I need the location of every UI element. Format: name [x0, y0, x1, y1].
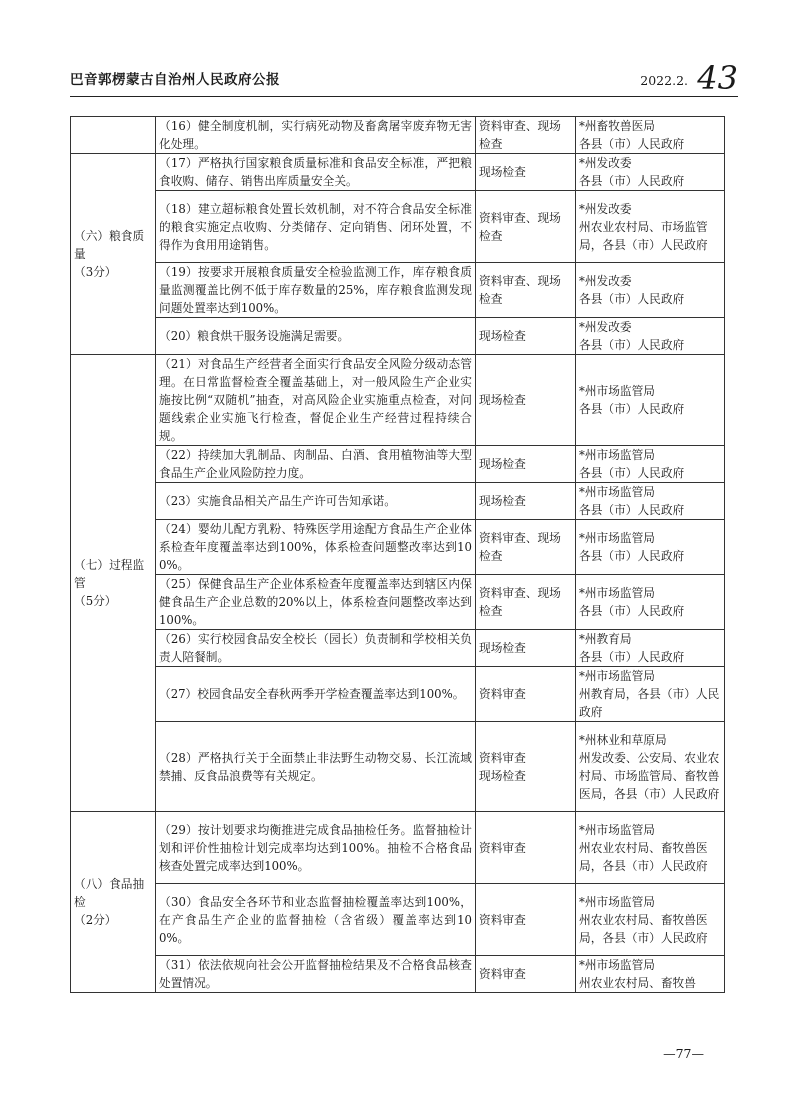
table-row — [71, 154, 725, 191]
method-cell: 资料审查、现场检查 — [476, 191, 576, 263]
dept-cell: *州市场监管局 州农业农村局、畜牧兽医局，各县（市）人民政府 — [576, 884, 725, 956]
method-cell: 现场检查 — [476, 446, 576, 483]
item-cell: （20）粮食烘干服务设施满足需要。 — [156, 318, 476, 355]
dept-cell: *州市场监管局 各县（市）人民政府 — [576, 355, 725, 446]
issue-page-number: 43 — [697, 59, 738, 97]
table-row — [71, 575, 725, 630]
dept-cell: *州教育局 各县（市）人民政府 — [576, 630, 725, 667]
table-row — [71, 117, 725, 154]
dept-cell: *州发改委 州农业农村局、市场监管局，各县（市）人民政府 — [576, 191, 725, 263]
method-cell: 资料审查 — [476, 956, 576, 993]
item-cell: （16）健全制度机制，实行病死动物及畜禽屠宰废弃物无害化处理。 — [156, 117, 476, 154]
dept-cell: *州林业和草原局 州发改委、公安局、农业农村局、市场监管局、畜牧兽医局，各县（市）人民政府 — [576, 722, 725, 812]
dept-cell: *州市场监管局 州农业农村局、畜牧兽 — [576, 956, 725, 993]
table-row — [71, 956, 725, 993]
table-row — [71, 355, 725, 446]
item-cell: （27）校园食品安全春秋两季开学检查覆盖率达到100%。 — [156, 667, 476, 722]
method-cell: 资料审查、现场检查 — [476, 263, 576, 318]
table-row — [71, 722, 725, 812]
item-cell: （22）持续加大乳制品、肉制品、白酒、食用植物油等大型食品生产企业风险防控力度。 — [156, 446, 476, 483]
method-cell: 资料审查、现场检查 — [476, 520, 576, 575]
method-cell: 资料审查、现场检查 — [476, 117, 576, 154]
table-row — [71, 318, 725, 355]
table-row — [71, 520, 725, 575]
item-cell: （23）实施食品相关产品生产许可告知承诺。 — [156, 483, 476, 520]
item-cell: （28）严格执行关于全面禁止非法野生动物交易、长江流域禁捕、反食品浪费等有关规定。 — [156, 722, 476, 812]
method-cell: 资料审查、现场检查 — [476, 575, 576, 630]
dept-cell: *州畜牧兽医局 各县（市）人民政府 — [576, 117, 725, 154]
dept-cell: *州市场监管局 各县（市）人民政府 — [576, 446, 725, 483]
dept-cell: *州市场监管局 州教育局，各县（市）人民政府 — [576, 667, 725, 722]
method-cell: 资料审查 — [476, 667, 576, 722]
category-cell: （七）过程监管 （5分） — [71, 355, 156, 812]
item-cell: （29）按计划要求均衡推进完成食品抽检任务。监督抽检计划和评价性抽检计划完成率均达到100%。抽检不合格食品核查处置完成率达到100%。 — [156, 812, 476, 884]
item-cell: （19）按要求开展粮食质量安全检验监测工作，库存粮食质量监测覆盖比例不低于库存数量的25%，库存粮食监测发现问题处置率达到100%。 — [156, 263, 476, 318]
item-cell: （30）食品安全各环节和业态监督抽检覆盖率达到100%，在产食品生产企业的监督抽检（含省级）覆盖率达到100%。 — [156, 884, 476, 956]
dept-cell: *州市场监管局 州农业农村局、畜牧兽医局，各县（市）人民政府 — [576, 812, 725, 884]
dept-cell: *州发改委 各县（市）人民政府 — [576, 154, 725, 191]
method-cell: 资料审查 现场检查 — [476, 722, 576, 812]
dept-cell: *州市场监管局 各县（市）人民政府 — [576, 483, 725, 520]
assessment-table — [70, 116, 725, 993]
category-cell — [71, 117, 156, 154]
method-cell: 现场检查 — [476, 318, 576, 355]
dept-cell: *州市场监管局 各县（市）人民政府 — [576, 520, 725, 575]
category-cell: （八）食品抽检 （2分） — [71, 812, 156, 993]
page-footer: —77— — [663, 1046, 704, 1061]
item-cell: （24）婴幼儿配方乳粉、特殊医学用途配方食品生产企业体系检查年度覆盖率达到100%，体系检查问题整改率达到100%。 — [156, 520, 476, 575]
issue-date: 2022.2. — [640, 73, 688, 88]
table-row — [71, 630, 725, 667]
method-cell: 现场检查 — [476, 355, 576, 446]
item-cell: （31）依法依规向社会公开监督抽检结果及不合格食品核查处置情况。 — [156, 956, 476, 993]
item-cell: （25）保健食品生产企业体系检查年度覆盖率达到辖区内保健食品生产企业总数的20%以上，体系检查问题整改率达到100%。 — [156, 575, 476, 630]
item-cell: （21）对食品生产经营者全面实行食品安全风险分级动态管理。在日常监督检查全覆盖基础上，对一般风险生产企业实施按比例“双随机”抽查，对高风险企业实施重点检查，对问题线索企业实施飞行检查，督促企业生产经营过程持续合规。 — [156, 355, 476, 446]
table-row — [71, 884, 725, 956]
dept-cell: *州发改委 各县（市）人民政府 — [576, 263, 725, 318]
item-cell: （18）建立超标粮食处置长效机制，对不符合食品安全标准的粮食实施定点收购、分类储存、定向销售、闭环处置，不得作为食用用途销售。 — [156, 191, 476, 263]
table-row — [71, 483, 725, 520]
method-cell: 现场检查 — [476, 630, 576, 667]
category-cell: （六）粮食质量 （3分） — [71, 154, 156, 355]
method-cell: 资料审查 — [476, 884, 576, 956]
table-row — [71, 446, 725, 483]
dept-cell: *州市场监管局 各县（市）人民政府 — [576, 575, 725, 630]
dept-cell: *州发改委 各县（市）人民政府 — [576, 318, 725, 355]
gazette-title: 巴音郭楞蒙古自治州人民政府公报 — [70, 72, 280, 88]
page-header — [70, 48, 738, 97]
method-cell: 现场检查 — [476, 154, 576, 191]
table-row — [71, 191, 725, 263]
method-cell: 资料审查 — [476, 812, 576, 884]
table-row — [71, 263, 725, 318]
item-cell: （17）严格执行国家粮食质量标准和食品安全标准，严把粮食收购、储存、销售出库质量安全关。 — [156, 154, 476, 191]
table-row — [71, 667, 725, 722]
method-cell: 现场检查 — [476, 483, 576, 520]
item-cell: （26）实行校园食品安全校长（园长）负责制和学校相关负责人陪餐制。 — [156, 630, 476, 667]
table-row — [71, 812, 725, 884]
